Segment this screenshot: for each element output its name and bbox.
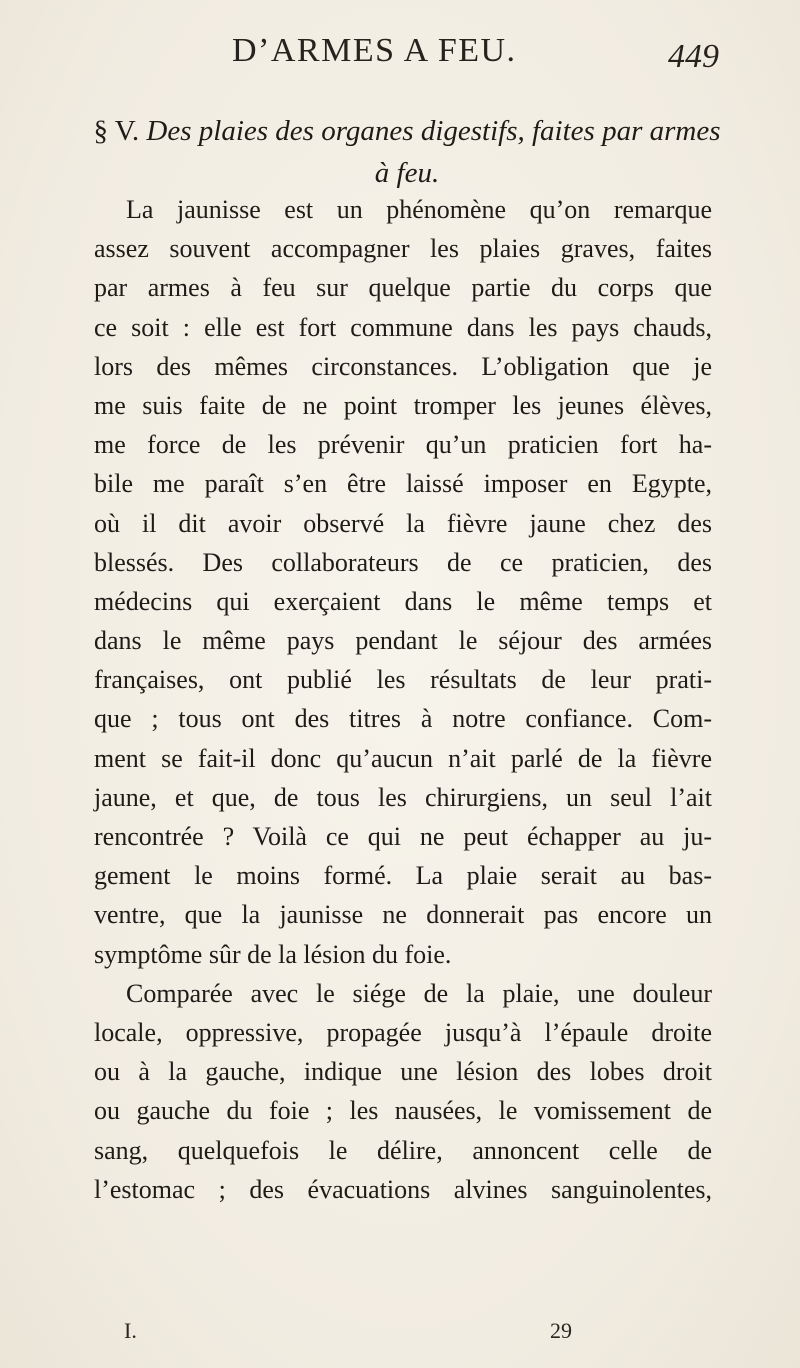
- text-line: dans le même pays pendant le séjour des armées: [94, 626, 712, 656]
- text-line: locale, oppressive, propagée jusqu’à l’épaule droite: [94, 1017, 712, 1047]
- section-mark: § V.: [93, 115, 140, 147]
- text-line: par armes à feu sur quelque partie du corps que: [94, 273, 712, 303]
- signature-number: 29: [550, 1318, 572, 1343]
- text-line: gement le moins formé. La plaie serait au bas-: [94, 861, 712, 891]
- text-line: Comparée avec le siége de la plaie, une douleur: [126, 978, 712, 1008]
- text-line: l’estomac ; des évacuations alvines sanguinolentes,: [94, 1174, 712, 1204]
- text-line: rencontrée ? Voilà ce qui ne peut échapper au ju-: [94, 822, 712, 851]
- text-line: assez souvent accompagner les plaies graves, faites: [94, 234, 712, 264]
- text-line: françaises, ont publié les résultats de leur prati-: [94, 665, 712, 695]
- text-line: bile me paraît s’en être laissé imposer en Egypte,: [94, 469, 712, 499]
- body-text: [94, 190, 712, 1209]
- text-line: lors des mêmes circonstances. L’obligation que je: [94, 351, 712, 381]
- text-line: ment se fait-il donc qu’aucun n’ait parlé de la fièvre: [94, 743, 712, 773]
- text-line: me suis faite de ne point tromper les jeunes élèves,: [94, 390, 712, 420]
- page-number: 449: [668, 38, 719, 75]
- section-title: Des plaies des organes digestifs, faites par armes à feu.: [146, 115, 721, 189]
- text-line: La jaunisse est un phénomène qu’on remarque: [126, 195, 712, 224]
- text-line: médecins qui exerçaient dans le même temps et: [94, 586, 712, 616]
- text-line: ce soit : elle est fort commune dans les pays chauds,: [94, 312, 712, 342]
- section-heading: [92, 110, 722, 194]
- page-footer: [0, 1318, 800, 1352]
- text-line: où il dit avoir observé la fièvre jaune chez des: [94, 508, 712, 538]
- text-line: blessés. Des collaborateurs de ce praticien, des: [94, 547, 712, 577]
- page-header: [0, 32, 800, 92]
- text-line: ou gauche du foie ; les nausées, le vomissement de: [94, 1096, 712, 1126]
- signature-mark: I.: [124, 1318, 137, 1343]
- text-line: que ; tous ont des titres à notre confiance. Com-: [94, 704, 712, 734]
- text-line: sang, quelquefois le délire, annoncent celle de: [94, 1135, 712, 1165]
- text-line: symptôme sûr de la lésion du foie.: [94, 939, 452, 969]
- running-title: D’ARMES A FEU.: [232, 32, 517, 69]
- text-line: me force de les prévenir qu’un praticien fort ha-: [94, 430, 712, 460]
- text-line: ou à la gauche, indique une lésion des lobes droit: [94, 1057, 712, 1087]
- text-line: ventre, que la jaunisse ne donnerait pas encore un: [94, 900, 712, 930]
- text-line: jaune, et que, de tous les chirurgiens, un seul l’ait: [94, 782, 712, 812]
